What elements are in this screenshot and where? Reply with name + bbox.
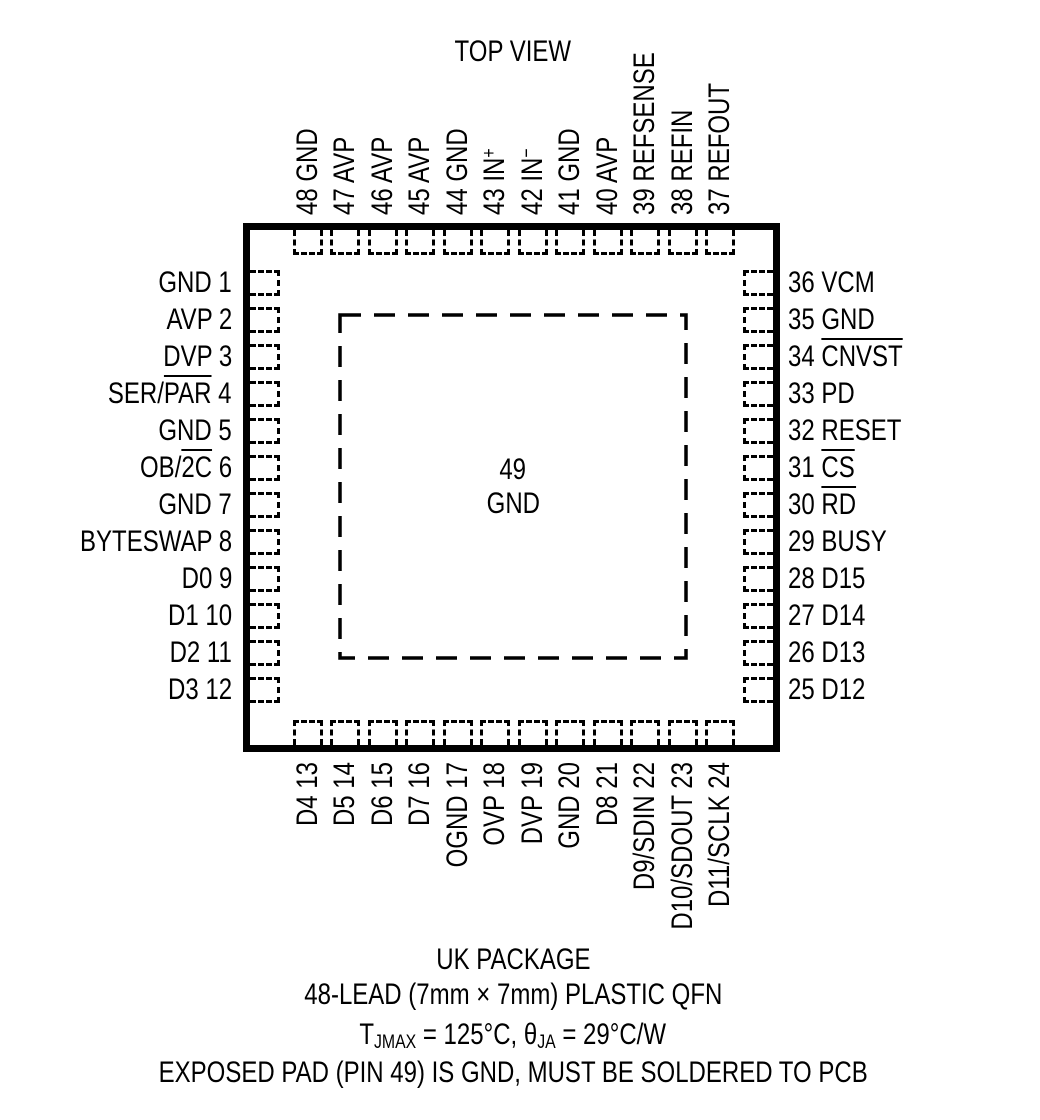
pin-label-26 bbox=[788, 636, 885, 669]
pin-label-24 bbox=[703, 762, 737, 943]
pin-pad-1 bbox=[250, 270, 280, 296]
pin-pad-27 bbox=[743, 603, 773, 629]
pin-label-text: 26 D13 bbox=[788, 636, 866, 669]
pin-pad-17 bbox=[443, 720, 473, 745]
pin-label-4 bbox=[77, 377, 232, 410]
pin-label-text: 30 $\overline{RD}$ bbox=[788, 488, 857, 521]
pin-pad-2 bbox=[250, 307, 280, 333]
pin-label-33 bbox=[788, 377, 871, 410]
pin-label-39 bbox=[628, 12, 662, 215]
pin-label-text: 29 BUSY bbox=[788, 525, 887, 558]
pin-pad-44 bbox=[443, 230, 473, 255]
pin-label-43 bbox=[478, 132, 512, 215]
pin-pad-4 bbox=[250, 381, 280, 407]
pin-label-text: 40 AVP bbox=[590, 136, 624, 215]
pin-label-text: 25 D12 bbox=[788, 673, 866, 706]
pin-label-37 bbox=[703, 50, 737, 215]
pin-label-text: 45 AVP bbox=[403, 136, 437, 215]
pin-label-text: AVP 2 bbox=[166, 303, 232, 336]
pin-label-text: 47 AVP bbox=[328, 136, 362, 215]
pin-label-48 bbox=[290, 107, 324, 215]
pin-label-2 bbox=[150, 303, 232, 336]
package-name: UK PACKAGE bbox=[435, 943, 591, 976]
pin-pad-10 bbox=[250, 603, 280, 629]
pin-label-21 bbox=[590, 762, 624, 842]
pin-label-8 bbox=[42, 525, 232, 558]
pin-label-text: GND 5 bbox=[158, 414, 232, 447]
pin-label-text: GND 7 bbox=[158, 488, 232, 521]
pin-label-text: OVP 18 bbox=[478, 762, 512, 846]
pin-pad-31 bbox=[743, 455, 773, 481]
pin-pad-37 bbox=[705, 230, 735, 255]
pin-pad-5 bbox=[250, 418, 280, 444]
pin-label-text: GND 1 bbox=[158, 266, 232, 299]
pin-label-text: D8 21 bbox=[590, 762, 624, 827]
pin-pad-33 bbox=[743, 381, 773, 407]
pin-label-11 bbox=[154, 636, 232, 669]
pin-pad-39 bbox=[630, 230, 660, 255]
pin-pad-20 bbox=[555, 720, 585, 745]
pin-label-28 bbox=[788, 562, 885, 595]
pin-label-38 bbox=[665, 83, 699, 215]
pin-label-text: D6 15 bbox=[365, 762, 399, 827]
pin-label-40 bbox=[590, 117, 624, 215]
pin-label-18 bbox=[478, 762, 512, 867]
pin-label-42 bbox=[515, 132, 549, 215]
pin-label-45 bbox=[403, 117, 437, 215]
pin-label-text: D9/SDIN 22 bbox=[628, 762, 662, 891]
pin-pad-15 bbox=[368, 720, 398, 745]
pin-pad-22 bbox=[630, 720, 660, 745]
pin-pad-36 bbox=[743, 270, 773, 296]
pin-pad-13 bbox=[293, 720, 323, 745]
pin-pad-28 bbox=[743, 566, 773, 592]
diagram-title-text: TOP VIEW bbox=[454, 35, 572, 68]
pin-label-15 bbox=[365, 762, 399, 842]
pin-pad-47 bbox=[330, 230, 360, 255]
pin-pad-35 bbox=[743, 307, 773, 333]
pin-pad-7 bbox=[250, 492, 280, 518]
pin-pad-11 bbox=[250, 640, 280, 666]
pin-label-32 bbox=[788, 414, 930, 447]
pin-pad-8 bbox=[250, 529, 280, 555]
pin-pad-9 bbox=[250, 566, 280, 592]
pin-label-text: 39 REFSENSE bbox=[628, 52, 662, 215]
pin-label-27 bbox=[788, 599, 885, 632]
pin-label-text: 43 IN+ bbox=[478, 148, 512, 215]
pin-label-16 bbox=[403, 762, 437, 842]
pin-label-12 bbox=[152, 673, 232, 706]
pin-label-13 bbox=[290, 762, 324, 842]
pin-label-41 bbox=[553, 107, 587, 215]
pin-pad-38 bbox=[668, 230, 698, 255]
pin-label-text: DVP 19 bbox=[515, 762, 549, 845]
exposed-pad-label bbox=[338, 313, 688, 660]
pin-label-text: 31 $\overline{CS}$ bbox=[788, 451, 855, 484]
pin-label-text: D7 16 bbox=[403, 762, 437, 827]
pin-label-text: DVP 3 bbox=[163, 340, 232, 373]
pin-label-text: GND 20 bbox=[553, 762, 587, 849]
pin-label-text: D10/SDOUT 23 bbox=[665, 762, 699, 930]
pin-label-text: OGND 17 bbox=[440, 762, 474, 868]
pin-pad-6 bbox=[250, 455, 280, 481]
pin-pad-26 bbox=[743, 640, 773, 666]
pin-label-text: SER/$\overline{PAR}$ 4 bbox=[108, 377, 232, 410]
pin-label-text: D5 14 bbox=[328, 762, 362, 827]
pin-pad-40 bbox=[593, 230, 623, 255]
pin-label-23 bbox=[665, 762, 699, 972]
pin-pad-42 bbox=[518, 230, 548, 255]
pin-pad-14 bbox=[330, 720, 360, 745]
pin-label-20 bbox=[553, 762, 587, 870]
pin-label-text: 44 GND bbox=[440, 128, 474, 215]
pin-label-46 bbox=[365, 117, 399, 215]
pin-label-10 bbox=[152, 599, 232, 632]
pin-pad-23 bbox=[668, 720, 698, 745]
pin-label-1 bbox=[140, 266, 232, 299]
pin-pad-32 bbox=[743, 418, 773, 444]
pin-pad-25 bbox=[743, 677, 773, 703]
pin-label-text: D2 11 bbox=[169, 636, 232, 669]
pin-label-text: D11/SCLK 24 bbox=[703, 762, 737, 907]
pin-label-text: D3 12 bbox=[167, 673, 232, 706]
pin-label-6 bbox=[117, 451, 232, 484]
pin-label-text: 48 GND bbox=[290, 128, 324, 215]
pin-pad-29 bbox=[743, 529, 773, 555]
pin-label-22 bbox=[628, 762, 662, 922]
pin-label-text: D0 9 bbox=[181, 562, 232, 595]
pin-pad-34 bbox=[743, 344, 773, 370]
pin-label-17 bbox=[440, 762, 474, 894]
pin-pad-16 bbox=[405, 720, 435, 745]
pin-label-7 bbox=[140, 488, 232, 521]
pin-label-47 bbox=[328, 117, 362, 215]
pin-label-44 bbox=[440, 107, 474, 215]
diagram-title bbox=[0, 37, 1026, 67]
pin-label-text: 41 GND bbox=[553, 128, 587, 215]
exposed-pad-note: EXPOSED PAD (PIN 49) IS GND, MUST BE SOLDERED TO PCB bbox=[158, 1056, 868, 1089]
pin-pad-12 bbox=[250, 677, 280, 703]
pin-label-text: 35 GND bbox=[788, 303, 875, 336]
pin-pad-46 bbox=[368, 230, 398, 255]
pin-label-text: 28 D15 bbox=[788, 562, 866, 595]
package-description: 48-LEAD (7mm × 7mm) PLASTIC QFN bbox=[303, 978, 723, 1011]
thermal-note: $T_{JMAX} = 125^\circ C$, $\theta_{JA} = 29^\circ C/W$ bbox=[359, 1018, 667, 1053]
pin-label-text: 37 REFOUT bbox=[703, 82, 737, 215]
pin-pad-19 bbox=[518, 720, 548, 745]
pin-pad-48 bbox=[293, 230, 323, 255]
pin-label-text: D1 10 bbox=[167, 599, 232, 632]
pin-pad-43 bbox=[480, 230, 510, 255]
pin-label-34 bbox=[788, 340, 931, 373]
pin-pad-45 bbox=[405, 230, 435, 255]
pin-pad-30 bbox=[743, 492, 773, 518]
pin-label-text: 36 VCM bbox=[788, 266, 875, 299]
pin-pad-41 bbox=[555, 230, 585, 255]
exposed-pad-name: GND bbox=[486, 486, 540, 520]
pin-label-35 bbox=[788, 303, 896, 336]
pin-pad-18 bbox=[480, 720, 510, 745]
pin-label-text: 32 RESET bbox=[788, 414, 902, 447]
pin-label-36 bbox=[788, 266, 896, 299]
exposed-pad-number: 49 bbox=[499, 452, 527, 486]
pin-pad-3 bbox=[250, 344, 280, 370]
pin-label-14 bbox=[328, 762, 362, 842]
pin-label-text: D4 13 bbox=[290, 762, 324, 827]
pin-label-text: OB/2C 6 bbox=[139, 451, 232, 484]
pin-pad-24 bbox=[705, 720, 735, 745]
pin-label-5 bbox=[140, 414, 232, 447]
pin-label-25 bbox=[788, 673, 885, 706]
pin-pad-21 bbox=[593, 720, 623, 745]
pin-label-31 bbox=[788, 451, 871, 484]
pin-label-text: 38 REFIN bbox=[665, 109, 699, 215]
pin-label-3 bbox=[146, 340, 232, 373]
pin-label-text: 33 PD bbox=[788, 377, 855, 410]
pin-label-text: 42 IN− bbox=[515, 148, 549, 215]
pin-label-text: 34 CNVST bbox=[788, 340, 903, 373]
pin-label-29 bbox=[788, 525, 911, 558]
pin-label-text: 27 D14 bbox=[788, 599, 866, 632]
pin-label-9 bbox=[169, 562, 232, 595]
pin-label-19 bbox=[515, 762, 549, 865]
pin-label-text: 46 AVP bbox=[365, 136, 399, 215]
pin-label-text: BYTESWAP 8 bbox=[79, 525, 232, 558]
pin-label-30 bbox=[788, 488, 873, 521]
